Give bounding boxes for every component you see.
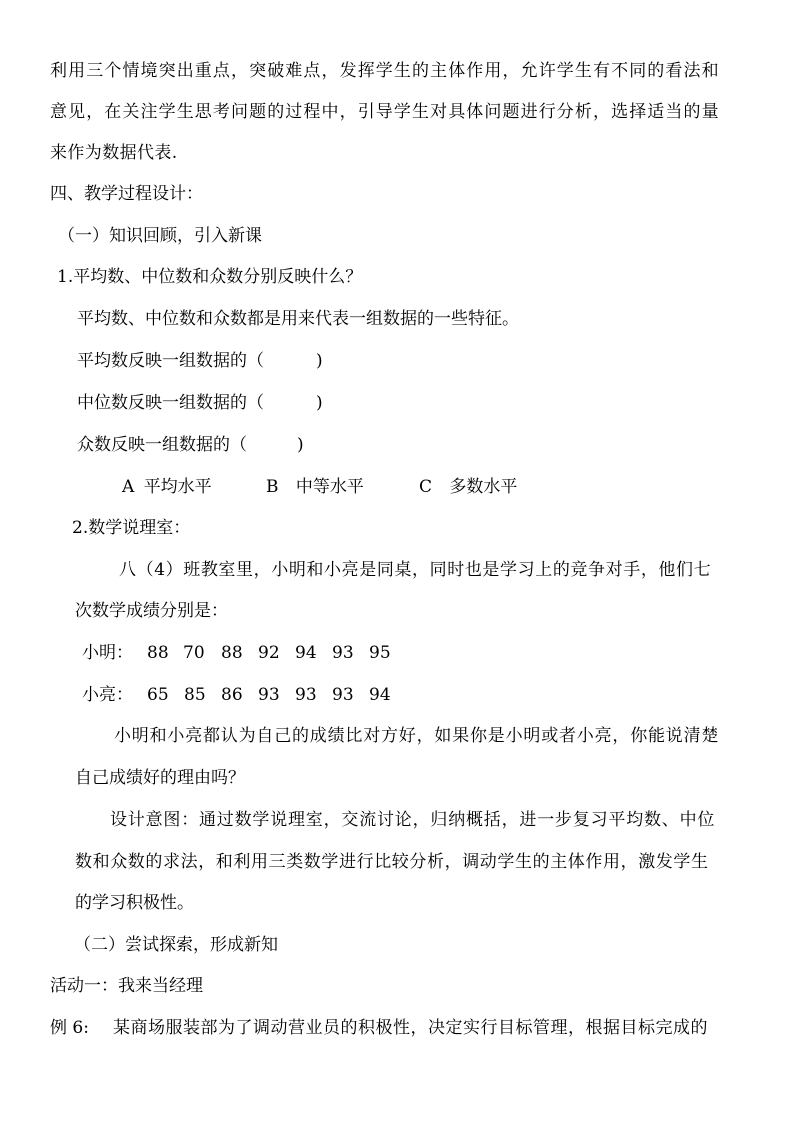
part2-heading: （二）尝试探索，形成新知 xyxy=(74,935,278,955)
design-intent-line-2: 数和众数的求法，和利用三类数学进行比较分析，调动学生的主体作用，激发学生 xyxy=(75,852,709,872)
intro-line-1: 利用三个情境突出重点，突破难点，发挥学生的主体作用，允许学生有不同的看法和 xyxy=(50,61,720,81)
blank-median xyxy=(77,392,323,414)
blank-mode-text: 众数反映一组数据的（ xyxy=(77,435,247,455)
xiaoming-label: 小明： xyxy=(82,643,133,663)
xiaoliang-score: 93 xyxy=(258,685,280,705)
xiaoliang-score: 86 xyxy=(221,685,243,705)
option-a-letter: A xyxy=(122,477,135,497)
xiaoliang-label: 小亮： xyxy=(82,685,133,705)
part1-heading: （一）知识回顾，引入新课 xyxy=(58,226,262,246)
example6-label: 例 6: xyxy=(50,1018,89,1038)
option-c-letter: C xyxy=(419,477,433,497)
option-b-letter: B xyxy=(266,477,279,497)
q1-statement: 平均数、中位数和众数都是用来代表一组数据的一些特征。 xyxy=(77,309,519,329)
option-b xyxy=(266,476,364,498)
xiaoming-score: 94 xyxy=(295,643,317,663)
q2-title: 2.数学说理室： xyxy=(72,518,191,538)
xiaoming-score: 95 xyxy=(369,643,391,663)
design-intent-line-3: 的学习积极性。 xyxy=(75,893,194,913)
blank-mean xyxy=(77,350,323,372)
xiaoliang-score: 85 xyxy=(184,685,206,705)
blank-median-close: ) xyxy=(316,393,323,413)
xiaoming-score: 92 xyxy=(258,643,280,663)
intro-line-2: 意见，在关注学生思考问题的过程中，引导学生对具体问题进行分析，选择适当的量 xyxy=(50,102,720,122)
q2-para-line-1: 八（4）班教室里，小明和小亮是同桌，同时也是学习上的竞争对手，他们七 xyxy=(119,560,712,580)
example6-text: 某商场服装部为了调动营业员的积极性，决定实行目标管理，根据目标完成的 xyxy=(113,1018,708,1038)
xiaoming-score: 88 xyxy=(147,643,169,663)
xiaoming-score: 93 xyxy=(332,643,354,663)
section4-heading: 四、教学过程设计： xyxy=(50,184,203,204)
xiaoming-score: 70 xyxy=(183,643,205,663)
xiaoliang-row xyxy=(82,684,133,706)
option-c xyxy=(419,476,517,498)
xiaoliang-score: 94 xyxy=(369,685,391,705)
option-a-text: 平均水平 xyxy=(143,477,212,497)
option-c-text: 多数水平 xyxy=(449,477,518,497)
activity1-heading: 活动一：我来当经理 xyxy=(50,976,203,996)
xiaoliang-score: 93 xyxy=(332,685,354,705)
option-b-text: 中等水平 xyxy=(295,477,364,497)
design-intent-line-1: 设计意图：通过数学说理室，交流讨论，归纳概括，进一步复习平均数、中位 xyxy=(110,810,716,830)
q2-question-line-2: 自己成绩好的理由吗？ xyxy=(75,768,245,788)
blank-mode-close: ) xyxy=(297,435,304,455)
blank-mean-text: 平均数反映一组数据的（ xyxy=(77,351,264,371)
blank-median-text: 中位数反映一组数据的（ xyxy=(77,393,264,413)
blank-mean-close: ) xyxy=(316,351,323,371)
q2-question-line-1: 小明和小亮都认为自己的成绩比对方好，如果你是小明或者小亮，你能说清楚 xyxy=(114,726,720,746)
xiaoliang-score: 93 xyxy=(295,685,317,705)
q2-para-line-2: 次数学成绩分别是： xyxy=(75,601,228,621)
blank-mode xyxy=(77,434,304,456)
xiaoming-score: 88 xyxy=(221,643,243,663)
option-a xyxy=(122,476,212,498)
xiaoming-row xyxy=(82,642,133,664)
q1-title: 1.平均数、中位数和众数分别反映什么？ xyxy=(57,267,363,287)
intro-line-3: 来作为数据代表. xyxy=(50,143,178,163)
xiaoliang-score: 65 xyxy=(147,685,169,705)
